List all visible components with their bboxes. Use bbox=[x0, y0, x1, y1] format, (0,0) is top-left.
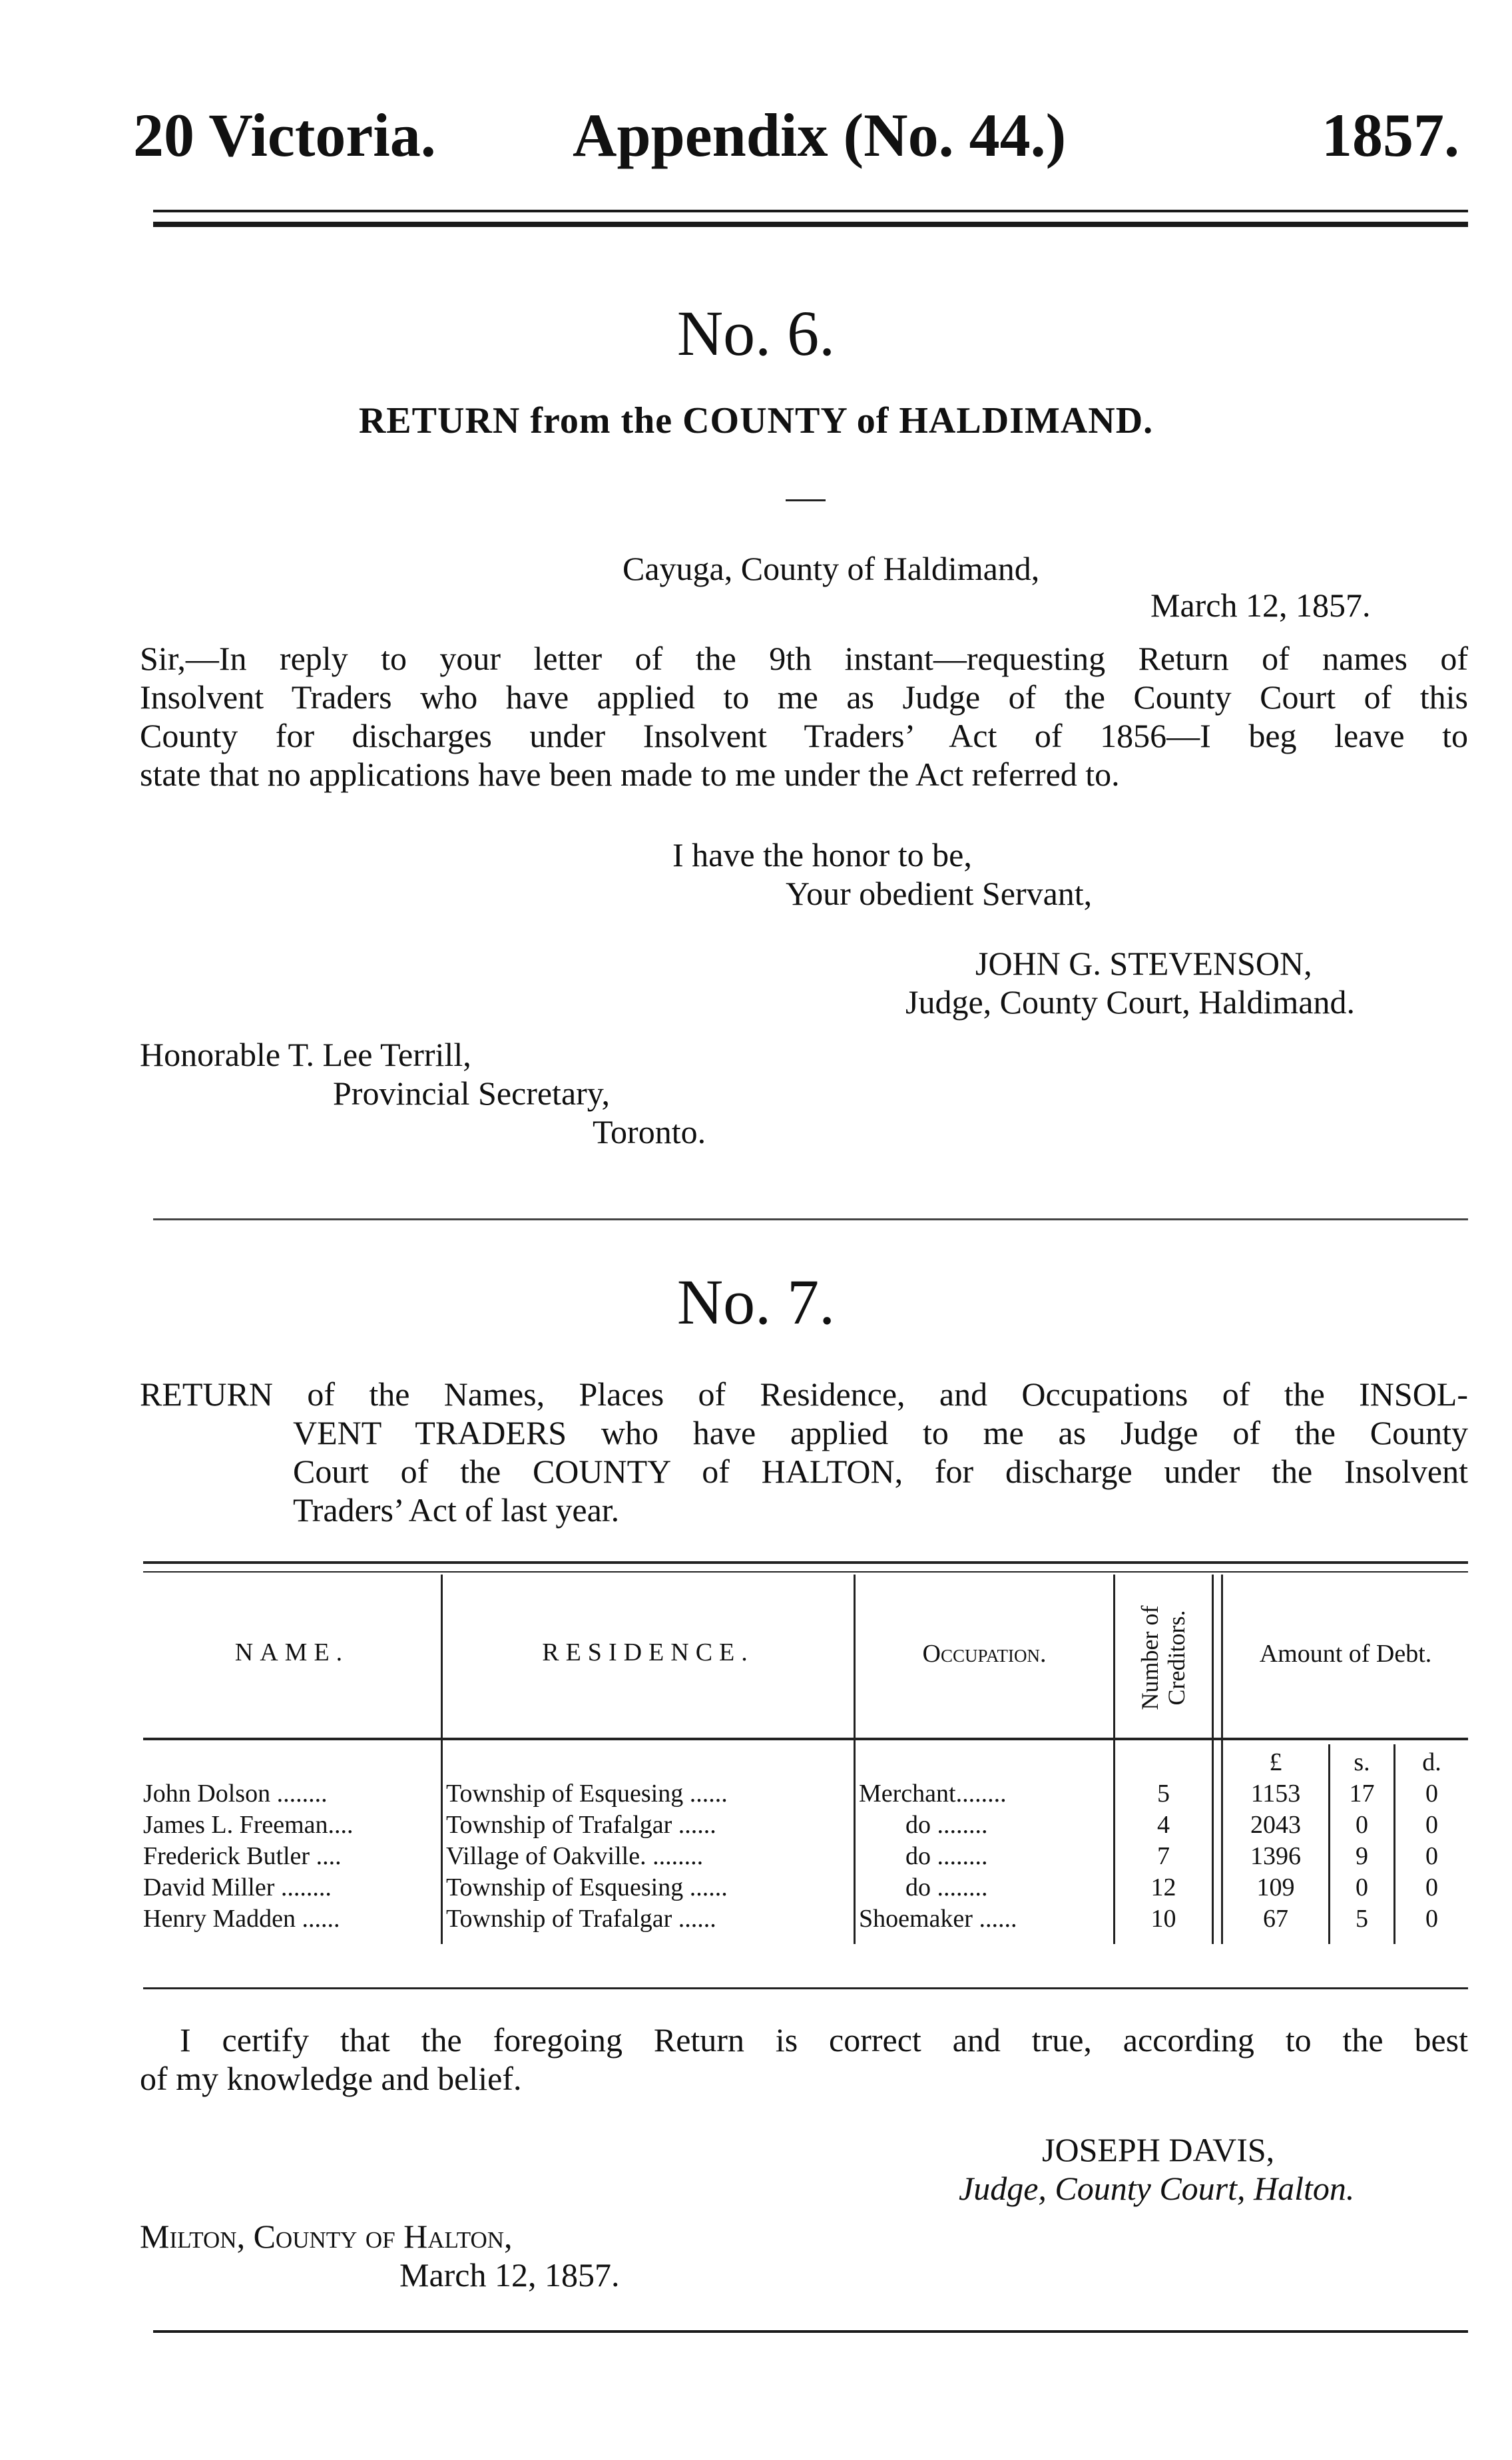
row-2-creditors: 4 bbox=[1157, 1811, 1170, 1839]
currency-pounds: £ bbox=[1269, 1748, 1282, 1776]
table-rule-top-thin bbox=[143, 1571, 1468, 1573]
currency-shillings: s. bbox=[1354, 1748, 1370, 1776]
col-header-creditors-line2: Creditors. bbox=[1163, 1610, 1190, 1706]
row-1-pounds: 1153 bbox=[1250, 1780, 1301, 1808]
letter-closing-1: I have the honor to be, bbox=[672, 836, 972, 873]
short-divider bbox=[786, 499, 826, 501]
row-2-pence: 0 bbox=[1425, 1811, 1438, 1839]
letter-date: March 12, 1857. bbox=[1150, 587, 1371, 624]
header-appendix: Appendix (No. 44.) bbox=[573, 101, 1067, 169]
col-header-occupation: Occupation. bbox=[922, 1640, 1047, 1668]
row-3-shillings: 9 bbox=[1356, 1842, 1368, 1870]
row-3-residence: Village of Oakville. ........ bbox=[446, 1842, 704, 1870]
row-2-pounds: 2043 bbox=[1250, 1811, 1301, 1839]
table-rule-top bbox=[143, 1561, 1468, 1564]
addressee-1: Honorable T. Lee Terrill, bbox=[140, 1036, 471, 1073]
intro-line-4: Traders’ Act of last year. bbox=[293, 1491, 620, 1529]
row-2-name: James L. Freeman.... bbox=[143, 1811, 354, 1839]
signer-name-6: JOHN G. STEVENSON, bbox=[975, 945, 1312, 982]
signer-title-7: Judge, County Court, Halton. bbox=[959, 2170, 1355, 2207]
row-4-pounds: 109 bbox=[1256, 1873, 1295, 1901]
row-5-name: Henry Madden ...... bbox=[143, 1905, 340, 1933]
row-5-shillings: 5 bbox=[1356, 1905, 1368, 1933]
row-1-occupation: Merchant........ bbox=[859, 1780, 1007, 1808]
col-header-creditors-line1: Number of bbox=[1136, 1605, 1163, 1710]
row-3-pence: 0 bbox=[1425, 1842, 1438, 1870]
header-rule-bottom bbox=[153, 222, 1468, 227]
certify-line-2: of my knowledge and belief. bbox=[140, 2060, 522, 2097]
col-divider-1 bbox=[441, 1575, 443, 1944]
currency-pence: d. bbox=[1422, 1748, 1441, 1776]
row-1-creditors: 5 bbox=[1157, 1780, 1170, 1808]
row-5-pounds: 67 bbox=[1263, 1905, 1288, 1933]
row-4-pence: 0 bbox=[1425, 1873, 1438, 1901]
row-4-creditors: 12 bbox=[1150, 1873, 1176, 1901]
header-year: 1857. bbox=[1322, 101, 1459, 169]
signer-title-6: Judge, County Court, Haldimand. bbox=[905, 983, 1355, 1021]
footer-rule bbox=[153, 2330, 1468, 2333]
letter-closing-2: Your obedient Servant, bbox=[786, 875, 1093, 912]
row-4-occupation: do ........ bbox=[905, 1873, 988, 1901]
row-3-pounds: 1396 bbox=[1250, 1842, 1301, 1870]
col-header-debt: Amount of Debt. bbox=[1259, 1640, 1432, 1668]
section-number-6: No. 6. bbox=[676, 298, 836, 369]
header-session: 20 Victoria. bbox=[133, 101, 436, 169]
row-2-occupation: do ........ bbox=[905, 1811, 988, 1839]
intro-line-1: RETURN of the Names, Places of Residence, and Occupations of the INSOL- bbox=[140, 1375, 1468, 1413]
row-2-shillings: 0 bbox=[1356, 1811, 1368, 1839]
signer-name-7: JOSEPH DAVIS, bbox=[1042, 2131, 1275, 2168]
row-3-name: Frederick Butler .... bbox=[143, 1842, 342, 1870]
row-4-shillings: 0 bbox=[1356, 1873, 1368, 1901]
intro-line-3: Court of the COUNTY of HALTON, for discharge under the Insolvent bbox=[293, 1453, 1468, 1490]
row-1-pence: 0 bbox=[1425, 1780, 1438, 1808]
intro-line-2: VENT TRADERS who have applied to me as Judge of the County bbox=[293, 1414, 1468, 1451]
row-5-residence: Township of Trafalgar ...... bbox=[446, 1905, 716, 1933]
closing-date: March 12, 1857. bbox=[399, 2256, 620, 2294]
row-4-name: David Miller ........ bbox=[143, 1873, 332, 1901]
row-4-residence: Township of Esquesing ...... bbox=[446, 1873, 728, 1901]
closing-place: Milton, County of Halton, bbox=[140, 2218, 513, 2255]
col-divider-2 bbox=[854, 1575, 856, 1944]
row-5-pence: 0 bbox=[1425, 1905, 1438, 1933]
col-header-residence: RESIDENCE. bbox=[542, 1638, 754, 1666]
col-divider-4a bbox=[1212, 1575, 1214, 1944]
row-2-residence: Township of Trafalgar ...... bbox=[446, 1811, 716, 1839]
col-header-name: NAME. bbox=[234, 1638, 350, 1666]
table-rule-header bbox=[143, 1738, 1468, 1740]
letter-line-1: Sir,—In reply to your letter of the 9th instant—requesting Return of names of bbox=[140, 640, 1468, 677]
row-3-creditors: 7 bbox=[1157, 1842, 1170, 1870]
section-divider bbox=[153, 1218, 1468, 1220]
row-5-occupation: Shoemaker ...... bbox=[859, 1905, 1017, 1933]
letter-place: Cayuga, County of Haldimand, bbox=[623, 550, 1040, 587]
letter-line-3: County for discharges under Insolvent Traders’ Act of 1856—I beg leave to bbox=[140, 717, 1468, 754]
row-1-shillings: 17 bbox=[1349, 1780, 1375, 1808]
addressee-2: Provincial Secretary, bbox=[333, 1075, 611, 1112]
header-rule-top bbox=[153, 210, 1468, 212]
row-5-creditors: 10 bbox=[1150, 1905, 1176, 1933]
section-number-7: No. 7. bbox=[676, 1266, 836, 1338]
table-rule-bottom bbox=[143, 1987, 1468, 1989]
row-3-occupation: do ........ bbox=[905, 1842, 988, 1870]
letter-line-4: state that no applications have been made to me under the Act referred to. bbox=[140, 756, 1120, 793]
row-1-name: John Dolson ........ bbox=[143, 1780, 328, 1808]
certify-line-1: I certify that the foregoing Return is correct and true, according to the best bbox=[180, 2021, 1468, 2059]
section-title-6: RETURN from the COUNTY of HALDIMAND. bbox=[358, 400, 1154, 441]
addressee-3: Toronto. bbox=[593, 1113, 706, 1150]
row-1-residence: Township of Esquesing ...... bbox=[446, 1780, 728, 1808]
col-header-creditors bbox=[1115, 1578, 1212, 1738]
letter-line-2: Insolvent Traders who have applied to me as Judge of the County Court of this bbox=[140, 678, 1468, 716]
